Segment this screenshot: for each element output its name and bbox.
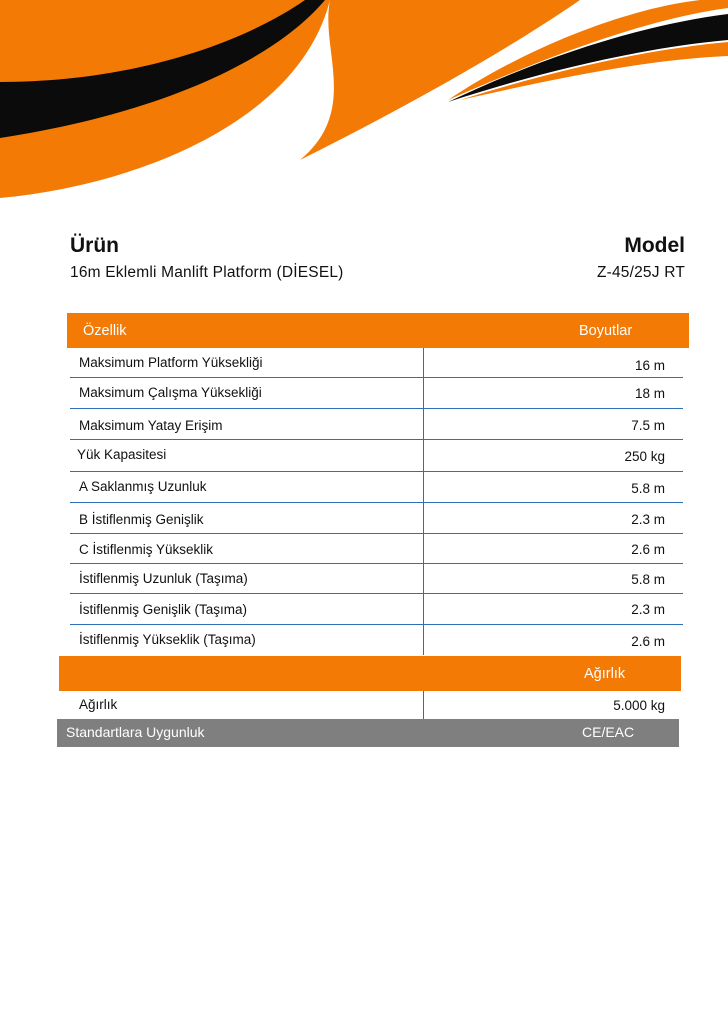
row-label: İstiflenmiş Uzunluk (Taşıma) [79, 571, 248, 586]
row-divider [70, 593, 683, 594]
row-value: 5.8 m [631, 572, 665, 587]
row-value: 5.8 m [631, 481, 665, 496]
row-label: İstiflenmiş Genişlik (Taşıma) [79, 602, 248, 617]
row-divider [70, 439, 683, 440]
column-header-dimensions: Boyutlar [579, 323, 633, 339]
row-value: 16 m [634, 358, 665, 373]
row-value: 2.3 m [631, 602, 665, 617]
column-divider [423, 691, 424, 719]
row-label: İstiflenmiş Yükseklik (Taşıma) [79, 632, 256, 647]
row-label: C İstiflenmiş Yükseklik [79, 542, 214, 557]
row-value: 5.000 kg [613, 698, 665, 713]
row-label: Maksimum Platform Yüksekliği [79, 355, 263, 370]
row-divider [70, 502, 683, 503]
product-heading: Ürün [70, 234, 119, 257]
row-divider [70, 533, 683, 534]
column-header-feature: Özellik [83, 323, 127, 339]
row-label: Yük Kapasitesi [77, 447, 167, 462]
row-label: A Saklanmış Uzunluk [79, 479, 207, 494]
row-divider [70, 408, 683, 409]
row-label: Maksimum Çalışma Yüksekliği [79, 385, 262, 400]
weight-header [59, 656, 681, 691]
row-value: 2.6 m [631, 542, 665, 557]
model-name: Z-45/25J RT [596, 264, 685, 281]
row-value: 7.5 m [631, 418, 665, 433]
row-value: 2.3 m [631, 512, 665, 527]
row-value: 250 kg [624, 449, 665, 464]
row-divider [70, 563, 683, 564]
compliance-value: CE/EAC [582, 724, 635, 740]
table-header [67, 313, 689, 348]
compliance-row [57, 719, 679, 747]
row-divider [70, 377, 683, 378]
row-label: Maksimum Yatay Erişim [79, 418, 223, 433]
product-block [70, 233, 344, 282]
row-label: B İstiflenmiş Genişlik [79, 512, 204, 527]
row-label: Ağırlık [79, 697, 118, 712]
model-heading: Model [624, 234, 685, 257]
header-wave-graphic [0, 0, 728, 210]
row-divider [70, 624, 683, 625]
compliance-label: Standartlara Uygunluk [66, 724, 205, 740]
row-value: 2.6 m [631, 634, 665, 649]
model-block [597, 233, 685, 282]
product-name: 16m Eklemli Manlift Platform (DİESEL) [70, 264, 344, 281]
row-divider [70, 471, 683, 472]
row-value: 18 m [634, 386, 665, 401]
column-header-weight: Ağırlık [584, 666, 626, 682]
